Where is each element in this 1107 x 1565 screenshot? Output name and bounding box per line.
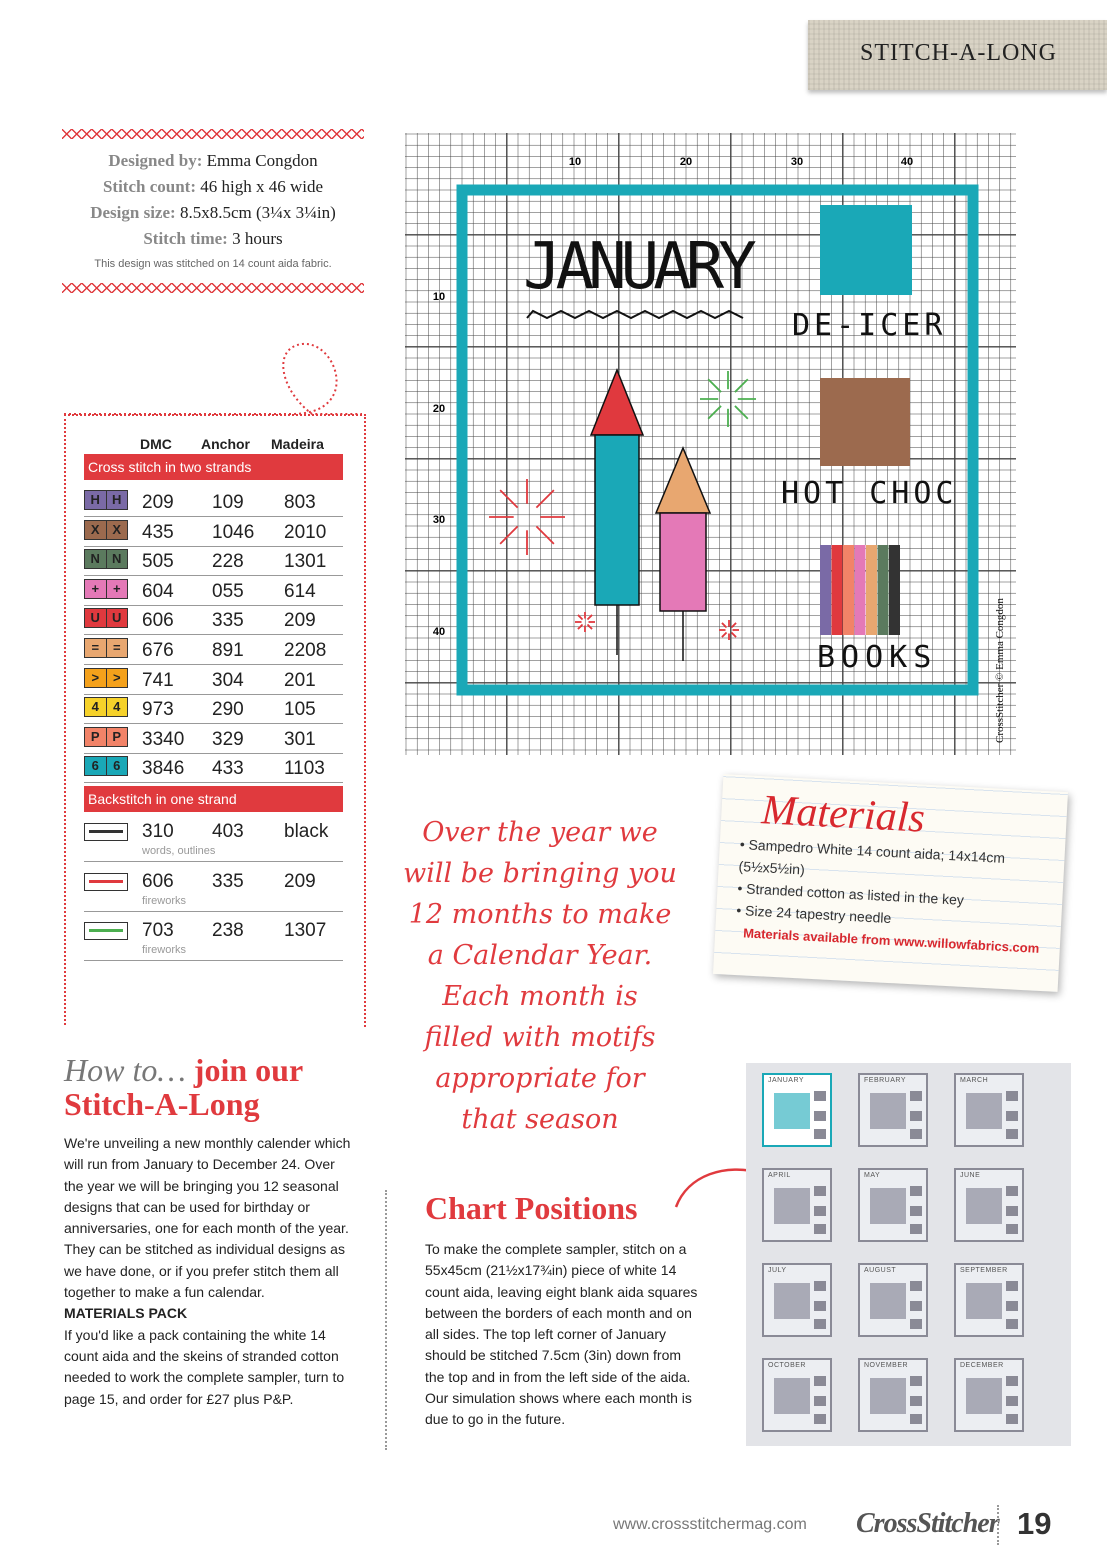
- backstitch-swatch: [84, 823, 128, 841]
- madeira-value: 201: [284, 669, 316, 691]
- month-motif: [966, 1188, 1002, 1224]
- anchor-value: 290: [212, 699, 244, 721]
- backstitch-note: fireworks: [142, 944, 187, 956]
- month-motif: [966, 1283, 1002, 1319]
- handwritten-note: [395, 812, 685, 1140]
- simulation-month-label: JULY: [768, 1267, 787, 1274]
- month-motif: [870, 1093, 906, 1129]
- section-label: STITCH-A-LONG: [860, 40, 1057, 66]
- simulation-month-label: MAY: [864, 1172, 881, 1179]
- handwritten-line: 12 months to make: [408, 899, 672, 930]
- dmc-value: 505: [142, 551, 174, 573]
- materials-item: • Stranded cotton as listed in the key: [737, 880, 965, 908]
- stitch-count-value: 46 high x 46 wide: [200, 177, 324, 196]
- month-motif: [966, 1378, 1002, 1414]
- anchor-value: 304: [212, 669, 244, 691]
- symbol-swatch: = =: [84, 638, 128, 658]
- key-row: [84, 752, 343, 783]
- howto-para1: We're unveiling a new monthly calender which will run from January to December 24. Over the year we will be bringing you 12 seasonal designs that can be used for birthday or anniversaries, one for each month of the year. They can be stitched as individual designs as we have done, or if you prefer stitch them all together to make a fun calendar.: [64, 1135, 351, 1301]
- chart-book: [855, 545, 866, 635]
- dmc-value: 310: [142, 821, 174, 842]
- howto-para2: If you'd like a pack containing the white 14 count aida and the skeins of stranded cotton needed to work the complete sampler, turn to page 15, and order for £27 plus P&P.: [64, 1326, 345, 1407]
- key-row: [84, 545, 343, 576]
- chart-word-hotchoc: HOT CHOC: [781, 476, 958, 511]
- materials-card: [713, 774, 1068, 992]
- axis-left-label: 40: [432, 626, 446, 638]
- simulation-month-label: FEBRUARY: [864, 1077, 906, 1084]
- howto-title-light: How to…: [64, 1052, 186, 1088]
- anchor-value: 335: [212, 870, 244, 892]
- simulation-month-august: [858, 1263, 928, 1337]
- simulation-month-label: SEPTEMBER: [960, 1267, 1008, 1274]
- zigzag-divider-top: [62, 129, 364, 139]
- simulation-month-label: MARCH: [960, 1077, 989, 1084]
- key-row: [84, 516, 343, 547]
- madeira-value: 614: [284, 580, 316, 602]
- backstitch-row: [84, 865, 343, 912]
- backstitch-swatch: [84, 922, 128, 940]
- calendar-simulation: [746, 1063, 1071, 1446]
- chart-hotchoc-block: [820, 378, 910, 466]
- chart-book: [866, 545, 877, 635]
- handwritten-line: that season: [461, 1104, 619, 1135]
- chart-book: [889, 545, 900, 635]
- symbol-swatch: U U: [84, 608, 128, 628]
- symbol-swatch: > >: [84, 668, 128, 688]
- dmc-value: 209: [142, 492, 174, 513]
- footer-brand-logo: CrossStitcher: [856, 1508, 999, 1539]
- madeira-value: 209: [284, 610, 316, 632]
- anchor-value: 228: [212, 551, 244, 573]
- simulation-month-february: [858, 1073, 928, 1147]
- howto-title-bold1: join our: [193, 1052, 304, 1088]
- axis-left-label: 20: [432, 403, 446, 415]
- backstitch-row: [84, 914, 343, 961]
- handwritten-line: Each month is: [442, 981, 638, 1012]
- axis-top-label: 20: [679, 156, 693, 168]
- designed-by-label: Designed by:: [108, 151, 203, 170]
- howto-body: [64, 1133, 354, 1410]
- axis-top-label: 30: [790, 156, 804, 168]
- dmc-value: 435: [142, 521, 174, 543]
- month-motif: [774, 1188, 810, 1224]
- backstitch-swatch: [84, 873, 128, 891]
- col-madeira: Madeira: [271, 436, 324, 452]
- handwritten-line: Over the year we: [422, 817, 658, 848]
- chart-positions-title: Chart Positions: [425, 1190, 638, 1226]
- designed-by-row: [63, 151, 363, 171]
- anchor-value: 329: [212, 728, 244, 750]
- madeira-value: 1307: [284, 920, 327, 941]
- materials-item: • Size 24 tapestry needle: [735, 901, 892, 927]
- simulation-month-label: NOVEMBER: [864, 1362, 909, 1369]
- madeira-value: black: [284, 821, 329, 842]
- key-row: [84, 486, 343, 517]
- chart-book: [820, 545, 831, 635]
- dmc-value: 604: [142, 580, 174, 602]
- madeira-value: 105: [284, 699, 316, 721]
- symbol-swatch: X X: [84, 520, 128, 540]
- zigzag-divider-bottom: [62, 283, 364, 293]
- chart-copyright: CrossStitcher © Emma Congdon: [994, 598, 1006, 743]
- col-dmc: DMC: [140, 436, 172, 452]
- anchor-value: 335: [212, 610, 244, 632]
- backstitch-note: words, outlines: [142, 845, 216, 857]
- simulation-month-may: [858, 1168, 928, 1242]
- simulation-month-march: [954, 1073, 1024, 1147]
- simulation-month-label: DECEMBER: [960, 1362, 1004, 1369]
- month-motif: [870, 1378, 906, 1414]
- simulation-month-december: [954, 1358, 1024, 1432]
- symbol-swatch: 4 4: [84, 697, 128, 717]
- madeira-value: 301: [284, 728, 316, 750]
- key-row: [84, 664, 343, 695]
- axis-top-label: 10: [568, 156, 582, 168]
- symbol-swatch: N N: [84, 549, 128, 569]
- handwritten-line: a Calendar Year.: [427, 940, 653, 971]
- column-divider: [385, 1190, 387, 1450]
- chart-teal-block: [820, 205, 912, 295]
- simulation-month-july: [762, 1263, 832, 1337]
- simulation-month-label: OCTOBER: [768, 1362, 806, 1369]
- materials-availability: Materials available from www.willowfabrics.com: [742, 925, 1040, 956]
- backstitch-header: Backstitch in one strand: [84, 786, 343, 812]
- fabric-note: This design was stitched on 14 count aida fabric.: [94, 258, 332, 270]
- section-tab: [808, 20, 1107, 90]
- key-row: [84, 604, 343, 635]
- col-anchor: Anchor: [201, 436, 250, 452]
- stitch-count-row: [63, 177, 363, 197]
- footer-url[interactable]: www.crossstitchermag.com: [613, 1516, 807, 1533]
- dmc-value: 606: [142, 870, 174, 892]
- anchor-value: 403: [212, 821, 244, 842]
- key-row: [84, 634, 343, 665]
- thread-key-left-border: [64, 414, 66, 1025]
- chart-positions-body: To make the complete sampler, stitch on a 55x45cm (21½x17¾in) piece of white 14 count aida, leaving eight blank aida squares between the borders of each month and on all sides. The top left corner of January should be stitched 7.5cm (3in) down from the top and in from the left side of the aida. Our simulation shows where each month is due to go in the future.: [425, 1241, 698, 1428]
- howto-title-bold2: Stitch-A-Long: [64, 1086, 260, 1122]
- axis-top-label: 40: [900, 156, 914, 168]
- madeira-value: 803: [284, 492, 316, 513]
- designed-by-value: Emma Congdon: [206, 151, 318, 170]
- symbol-swatch: + +: [84, 579, 128, 599]
- stitch-count-label: Stitch count:: [102, 177, 196, 196]
- month-motif: [774, 1093, 810, 1129]
- backstitch-note: fireworks: [142, 894, 187, 907]
- chart-book: [878, 545, 889, 635]
- symbol-swatch: P P: [84, 727, 128, 747]
- anchor-value: 433: [212, 758, 244, 780]
- month-motif: [870, 1283, 906, 1319]
- dmc-value: 676: [142, 640, 174, 661]
- simulation-month-january: [762, 1073, 832, 1147]
- materials-title: Materials: [760, 787, 926, 842]
- anchor-value: 891: [212, 640, 244, 661]
- key-row: [84, 693, 343, 724]
- dmc-value: 606: [142, 610, 174, 632]
- simulation-month-june: [954, 1168, 1024, 1242]
- materials-list: [736, 833, 1065, 938]
- axis-left-label: 30: [432, 514, 446, 526]
- page-number: 19: [1017, 1506, 1052, 1541]
- anchor-value: 109: [212, 492, 244, 513]
- handwritten-line: filled with motifs: [424, 1022, 656, 1053]
- chart-word-january: JANUARY: [523, 230, 751, 304]
- madeira-value: 209: [284, 870, 316, 892]
- madeira-value: 2208: [284, 640, 327, 661]
- stitch-time-label: Stitch time:: [143, 229, 228, 248]
- cross-stitch-chart: [405, 133, 1016, 755]
- dmc-value: 703: [142, 920, 174, 941]
- anchor-value: 055: [212, 580, 244, 602]
- axis-left-label: 10: [432, 291, 446, 303]
- simulation-month-label: JANUARY: [768, 1077, 805, 1084]
- design-size-row: [63, 203, 363, 223]
- anchor-value: 238: [212, 920, 244, 941]
- howto-title: [64, 1053, 303, 1121]
- chart-book: [832, 545, 843, 635]
- chart-rocket-body: [660, 513, 706, 611]
- key-row: [84, 723, 343, 754]
- stitch-time-value: 3 hours: [232, 229, 283, 248]
- symbol-swatch: H H: [84, 490, 128, 510]
- design-size-label: Design size:: [90, 203, 176, 222]
- cross-stitch-header: Cross stitch in two strands: [84, 454, 343, 480]
- month-motif: [774, 1283, 810, 1319]
- simulation-month-november: [858, 1358, 928, 1432]
- materials-pack-heading: MATERIALS PACK: [64, 1305, 188, 1322]
- anchor-value: 1046: [212, 521, 255, 543]
- handwritten-line: will be bringing you: [403, 858, 677, 889]
- dmc-value: 973: [142, 699, 174, 721]
- simulation-month-april: [762, 1168, 832, 1242]
- simulation-month-september: [954, 1263, 1024, 1337]
- chart-book: [843, 545, 854, 635]
- footer-divider: [997, 1505, 999, 1545]
- month-motif: [870, 1188, 906, 1224]
- dmc-value: 3846: [142, 758, 185, 780]
- dmc-value: 3340: [142, 728, 185, 750]
- madeira-value: 2010: [284, 521, 327, 543]
- madeira-value: 1103: [284, 758, 325, 780]
- dmc-value: 741: [142, 669, 174, 691]
- month-motif: [774, 1378, 810, 1414]
- chart-word-deicer: DE-ICER: [792, 308, 947, 343]
- key-row: [84, 575, 343, 606]
- handwritten-line: appropriate for: [435, 1063, 645, 1094]
- stitch-time-row: [63, 229, 363, 249]
- chart-word-books: BOOKS: [817, 640, 938, 675]
- backstitch-row: [84, 815, 343, 862]
- madeira-value: 1301: [284, 551, 327, 573]
- chart-rocket-body: [595, 435, 639, 605]
- simulation-month-label: AUGUST: [864, 1267, 897, 1274]
- symbol-swatch: 6 6: [84, 756, 128, 776]
- materials-item: • Sampedro White 14 count aida; 14x14cm (5½x5½in): [738, 836, 1006, 878]
- design-size-value: 8.5x8.5cm (3¼x 3¼in): [179, 203, 336, 222]
- simulation-month-label: JUNE: [960, 1172, 981, 1179]
- month-motif: [966, 1093, 1002, 1129]
- simulation-month-label: APRIL: [768, 1172, 791, 1179]
- simulation-month-october: [762, 1358, 832, 1432]
